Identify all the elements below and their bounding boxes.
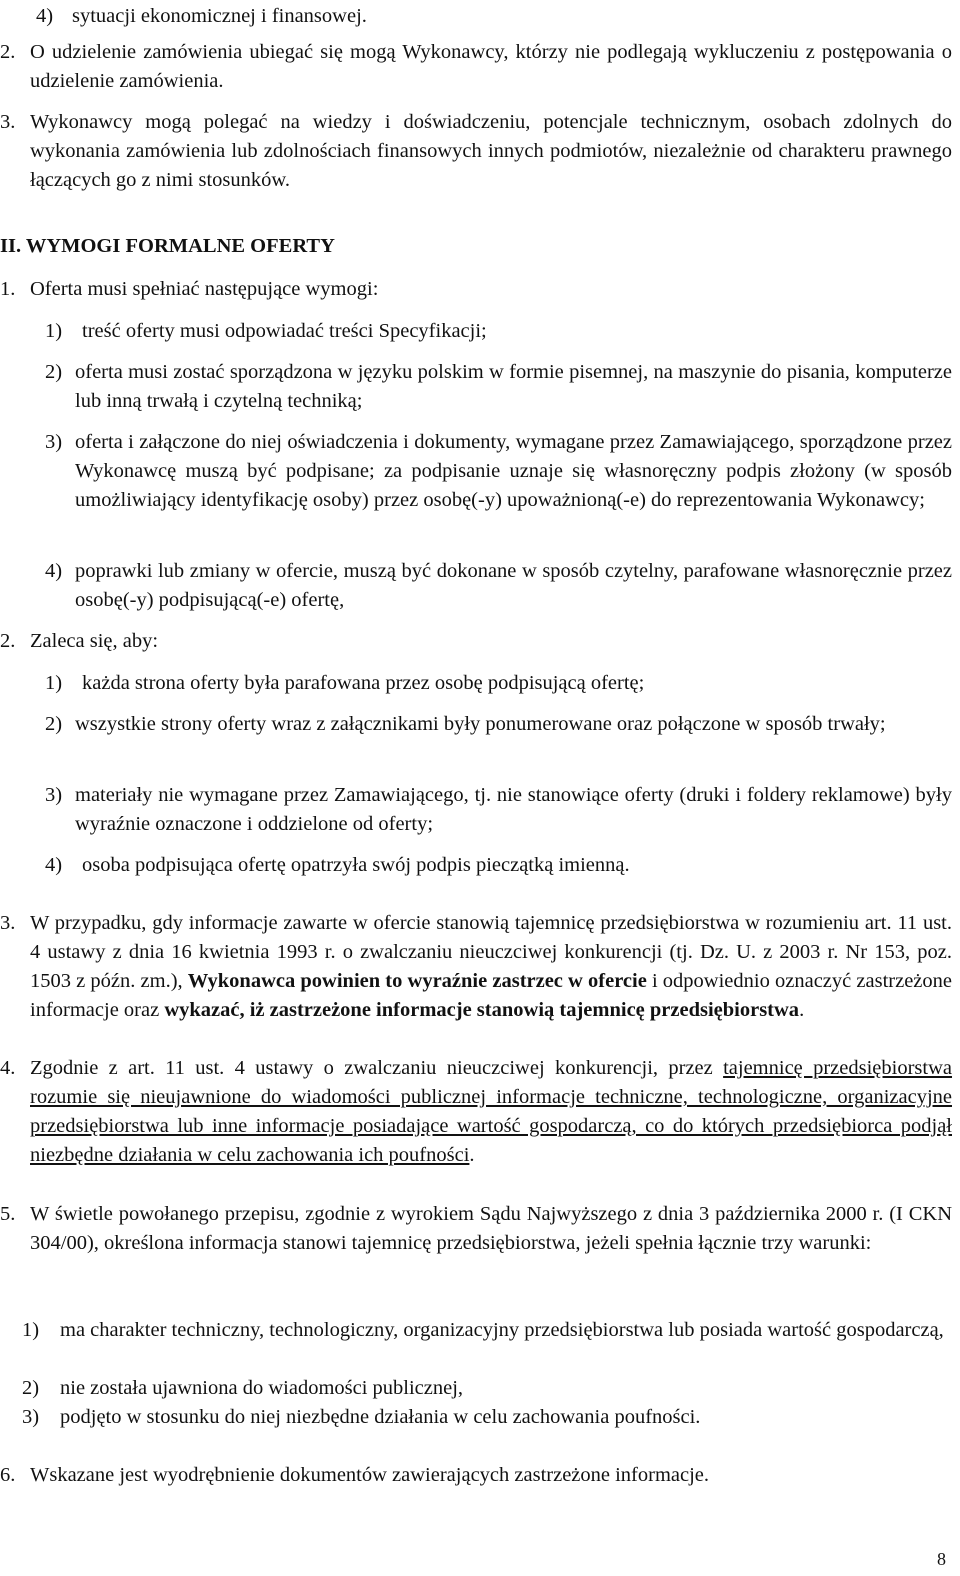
paragraph-number: 4. [0, 1057, 16, 1079]
item-number: 4) [36, 5, 54, 27]
item-text: wszystkie strony oferty wraz z załącznikami były ponumerowane oraz połączone w sposób trwały; [75, 713, 886, 735]
item-text: nie została ujawniona do wiadomości publicznej, [60, 1377, 464, 1399]
paragraph-text: Zaleca się, aby: [30, 630, 159, 652]
list-item [45, 317, 952, 346]
text-run: Zgodnie z art. 11 ust. 4 ustawy o zwalczaniu nieuczciwej konkurencji, przez [30, 1057, 724, 1079]
bold-text: wykazać, iż zastrzeżone informacje stanowią tajemnicę przedsiębiorstwa [164, 999, 800, 1021]
item-number: 3) [22, 1406, 40, 1428]
list-item [45, 428, 952, 515]
item-text: osoba podpisująca ofertę opatrzyła swój podpis pieczątką imienną. [82, 854, 630, 876]
list-item [45, 669, 952, 698]
list-item [45, 851, 952, 880]
item-text: treść oferty musi odpowiadać treści Specyfikacji; [82, 320, 487, 342]
item-text: podjęto w stosunku do niej niezbędne działania w celu zachowania poufności. [60, 1406, 701, 1428]
item-text: materiały nie wymagane przez Zamawiającego, tj. nie stanowiące oferty (druki i foldery reklamowe) były wyraźnie oznaczone i oddzielone od oferty; [75, 784, 952, 835]
paragraph-ii-1 [0, 275, 952, 304]
item-number: 3) [45, 431, 63, 453]
item-text: sytuacji ekonomicznej i finansowej. [72, 5, 367, 27]
paragraph-number: 6. [0, 1464, 16, 1486]
paragraph-ii-4 [0, 1054, 952, 1170]
item-text: oferta musi zostać sporządzona w języku polskim w formie pisemnej, na maszynie do pisania, komputerze lub inną trwałą i czytelną techniką; [75, 361, 952, 412]
paragraph-ii-5 [0, 1200, 952, 1258]
paragraph-text: O udzielenie zamówienia ubiegać się mogą Wykonawcy, którzy nie podlegają wykluczeniu z postępowania o udzielenie zamówienia. [30, 41, 952, 92]
paragraph-text: Wskazane jest wyodrębnienie dokumentów zawierających zastrzeżone informacje. [30, 1464, 710, 1486]
list-item [22, 1374, 952, 1403]
list-item [22, 1316, 952, 1345]
paragraph-text: Wykonawcy mogą polegać na wiedzy i doświadczeniu, potencjale technicznym, osobach zdolnych do wykonania zamówienia lub zdolnościach finansowych innych podmiotów, niezależnie od charakteru prawnego łączących go z nimi stosunków. [30, 111, 952, 191]
item-number: 1) [22, 1319, 40, 1341]
paragraph-number: 2. [0, 630, 16, 652]
item-number: 1) [45, 320, 63, 342]
item-text: ma charakter techniczny, technologiczny, organizacyjny przedsiębiorstwa lub posiada wartość gospodarczą, [60, 1319, 944, 1341]
list-item [45, 557, 952, 615]
item-number: 2) [45, 361, 63, 383]
item-text: oferta i załączone do niej oświadczenia i dokumenty, wymagane przez Zamawiającego, sporządzone przez Wykonawcę muszą być podpisane; za podpisanie uznaje się własnoręczny podpis złożony (w sposób umożliwiający identyfikację osoby) przez osobę(-y) upoważnioną(-e) do reprezentowania Wykonawcy; [75, 431, 952, 511]
paragraph-number: 3. [0, 111, 16, 133]
paragraph-number: 1. [0, 278, 16, 300]
paragraph-number: 2. [0, 41, 16, 63]
item-text: poprawki lub zmiany w ofercie, muszą być dokonane w sposób czytelny, parafowane własnoręcznie przez osobę(-y) podpisującą(-e) ofertę, [75, 560, 952, 611]
item-number: 1) [45, 672, 63, 694]
list-item [45, 710, 952, 739]
item-text: każda strona oferty była parafowana przez osobę podpisującą ofertę; [82, 672, 645, 694]
text-run: . [799, 999, 805, 1021]
paragraph-text: W świetle powołanego przepisu, zgodnie z wyrokiem Sądu Najwyższego z dnia 3 października 2000 r. (I CKN 304/00), określona informacja stanowi tajemnicę przedsiębiorstwa, jeżeli spełnia łącznie trzy warunki: [30, 1203, 952, 1254]
paragraph-ii-2 [0, 627, 952, 656]
paragraph-text [30, 909, 952, 1025]
list-item [45, 781, 952, 839]
paragraph-ii-6 [0, 1461, 952, 1490]
item-number: 4) [45, 560, 63, 582]
list-item [45, 358, 952, 416]
list-item [22, 1403, 952, 1432]
text-run: W przypadku, gdy informacje zawarte w ofercie stanowią tajemnicę przedsiębiorstwa w rozumieniu art. 11 ust. 4 ustawy z dnia 16 kwietnia 1993 r. o zwalczaniu nieuczciwej konkurencji (tj. Dz. U. z 2003 r. Nr 153, poz. 1503 z późn. zm.), [30, 912, 952, 992]
page-number: 8 [937, 1549, 946, 1569]
bold-text: Wykonawca powinien to wyraźnie zastrzec w ofercie [187, 970, 647, 992]
paragraph-number: 3. [0, 912, 16, 934]
paragraph-2 [0, 38, 952, 96]
paragraph-3 [0, 108, 952, 195]
underlined-text: tajemnicę przedsiębiorstwa rozumie się nieujawnione do wiadomości publicznej informacje techniczne, technologiczne, organizacyjne przedsiębiorstwa lub inne informacje posiadające wartość gospodarczą, co do których przedsiębiorca podjął niezbędne działania w celu zachowania ich poufności [30, 1057, 953, 1166]
paragraph-ii-3 [0, 909, 952, 1025]
list-item [36, 2, 951, 31]
section-heading: II. WYMOGI FORMALNE OFERTY [0, 235, 335, 257]
item-number: 4) [45, 854, 63, 876]
paragraph-text: Oferta musi spełniać następujące wymogi: [30, 278, 379, 300]
paragraph-number: 5. [0, 1203, 16, 1225]
item-number: 2) [22, 1377, 40, 1399]
text-run: i odpowiednio oznaczyć zastrzeżone informacje oraz [30, 970, 952, 1021]
paragraph-text [30, 1054, 952, 1170]
item-number: 2) [45, 713, 63, 735]
text-run: . [469, 1144, 475, 1166]
item-number: 3) [45, 784, 63, 806]
